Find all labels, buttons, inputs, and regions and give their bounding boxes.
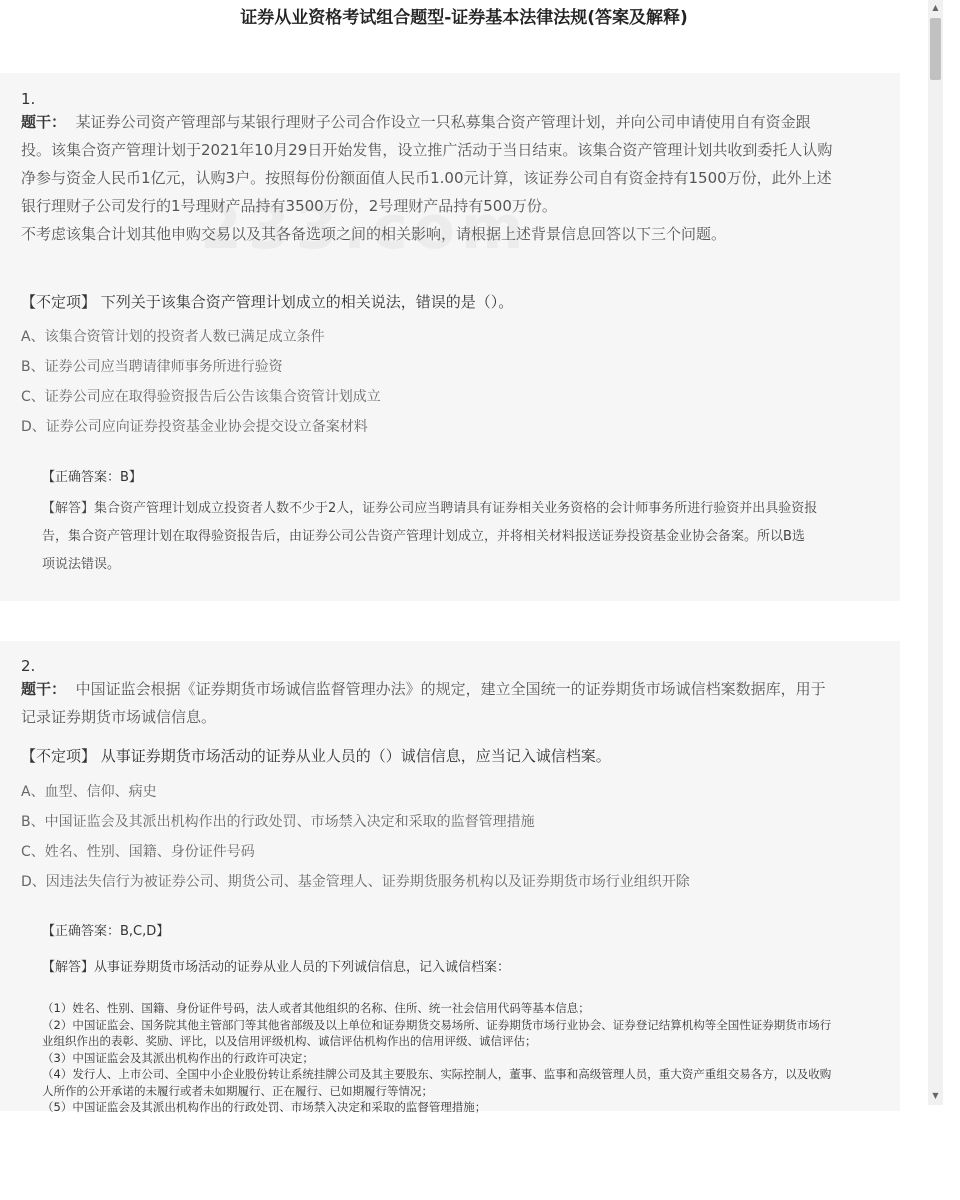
option-a[interactable]: A、该集合资管计划的投资者人数已满足成立条件: [21, 329, 325, 345]
explanation-line: 项说法错误。: [42, 557, 121, 572]
explanation-line: 告，集合资产管理计划在取得验资报告后，由证券公司公告资产管理计划成立，并将相关材料报送证券投资基金业协会备案。所以B选: [42, 529, 805, 544]
option-a[interactable]: A、血型、信仰、病史: [21, 784, 157, 800]
option-d[interactable]: D、证券公司应向证券投资基金业协会提交设立备案材料: [21, 419, 368, 435]
detail-line: （5）中国证监会及其派出机构作出的行政处罚、市场禁入决定和采取的监督管理措施；: [42, 1100, 487, 1114]
detail-line: （3）中国证监会及其派出机构作出的行政许可决定；: [42, 1050, 314, 1065]
option-c[interactable]: C、姓名、性别、国籍、身份证件号码: [21, 844, 255, 860]
option-b[interactable]: B、证券公司应当聘请律师事务所进行验资: [21, 359, 283, 375]
scrollbar-thumb[interactable]: [930, 18, 941, 80]
stem-line: 记录证券期货市场诚信信息。: [21, 708, 217, 726]
explanation-details: [42, 1000, 878, 1116]
scroll-down-arrow-icon[interactable]: ▼: [932, 1091, 939, 1100]
option-c[interactable]: C、证券公司应在取得验资报告后公告该集合资管计划成立: [21, 389, 381, 405]
stem-line: 不考虑该集合计划其他申购交易以及其各备选项之间的相关影响，请根据上述背景信息回答以下三个问题。: [21, 225, 727, 243]
stem-label: 题干：: [21, 680, 67, 698]
correct-answer: 【正确答案：B】: [42, 470, 142, 485]
answer-explanation: 【解答】从事证券期货市场活动的证券从业人员的下列诚信信息，记入诚信档案：: [42, 960, 511, 975]
question-text: 【不定项】 从事证券期货市场活动的证券从业人员的（）诚信信息，应当记入诚信档案。: [21, 747, 611, 765]
stem-label: 题干：: [21, 113, 67, 131]
detail-line: （2）中国证监会、国务院其他主管部门等其他省部级及以上单位和证券期货交易场所、证券期货市场行业协会、证券登记结算机构等全国性证券期货市场行: [42, 1017, 832, 1032]
stem-line: 中国证监会根据《证券期货市场诚信监督管理办法》的规定，建立全国统一的证券期货市场诚信档案数据库，用于: [75, 680, 826, 698]
question-stem: [21, 108, 881, 248]
stem-line: 净参与资金人民币1亿元，认购3户。按照每份份额面值人民币1.00元计算，该证券公司自有资金持有1500万份，此外上述: [21, 169, 832, 187]
question-number: 1.: [21, 90, 36, 108]
question-card-1: [0, 73, 900, 601]
detail-line: （1）姓名、性别、国籍、身份证件号码，法人或者其他组织的名称、住所、统一社会信用代码等基本信息；: [42, 1001, 590, 1015]
stem-line: 某证券公司资产管理部与某银行理财子公司合作设立一只私募集合资产管理计划，并向公司申请使用自有资金跟: [75, 113, 811, 131]
question-card-2: [0, 641, 900, 1114]
stem-line: 银行理财子公司发行的1号理财产品持有3500万份，2号理财产品持有500万份。: [21, 197, 557, 215]
scroll-up-arrow-icon[interactable]: ▲: [932, 3, 939, 12]
detail-line: 人所作的公开承诺的未履行或者未如期履行、正在履行、已如期履行等情况；: [42, 1083, 433, 1098]
detail-line: （4）发行人、上市公司、全国中小企业股份转让系统挂牌公司及其主要股东、实际控制人，董事、监事和高级管理人员，重大资产重组交易各方，以及收购: [42, 1067, 832, 1081]
option-d[interactable]: D、因违法失信行为被证券公司、期货公司、基金管理人、证券期货服务机构以及证券期货市场行业组织开除: [21, 874, 690, 890]
question-stem: [21, 675, 881, 731]
option-b[interactable]: B、中国证监会及其派出机构作出的行政处罚、市场禁入决定和采取的监督管理措施: [21, 814, 535, 830]
stem-line: 投。该集合资产管理计划于2021年10月29日开始发售，设立推广活动于当日结束。该集合资产管理计划共收到委托人认购: [21, 141, 833, 159]
explanation-line: 【解答】集合资产管理计划成立投资者人数不少于2人，证券公司应当聘请具有证券相关业务资格的会计师事务所进行验资并出具验资报: [42, 501, 818, 516]
detail-line: 业组织作出的表彰、奖励、评比，以及信用评级机构、诚信评估机构作出的信用评级、诚信评估；: [42, 1034, 537, 1048]
correct-answer: 【正确答案：B,C,D】: [42, 924, 170, 939]
question-number: 2.: [21, 657, 36, 675]
question-text: 【不定项】 下列关于该集合资产管理计划成立的相关说法，错误的是（）。: [21, 293, 514, 311]
vertical-scrollbar[interactable]: [928, 0, 943, 1105]
page-title: 证券从业资格考试组合题型-证券基本法律法规(答案及解释): [240, 8, 688, 28]
answer-explanation: [42, 495, 878, 579]
